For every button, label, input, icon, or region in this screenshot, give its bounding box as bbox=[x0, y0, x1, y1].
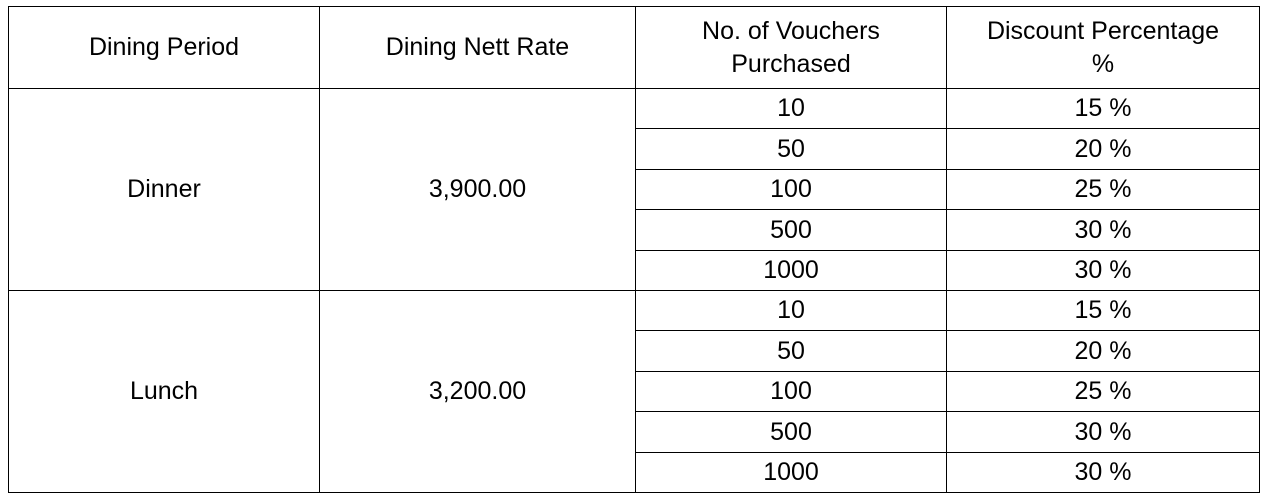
vouchers-cell: 500 bbox=[636, 210, 947, 250]
discount-cell: 30 % bbox=[947, 210, 1260, 250]
vouchers-cell: 10 bbox=[636, 89, 947, 129]
dining-period-cell: Dinner bbox=[9, 89, 320, 291]
discount-cell: 15 % bbox=[947, 89, 1260, 129]
dining-period-cell: Lunch bbox=[9, 290, 320, 492]
header-dining-period-label: Dining Period bbox=[88, 33, 240, 62]
header-dining-nett-rate bbox=[320, 7, 636, 89]
vouchers-cell: 100 bbox=[636, 371, 947, 411]
vouchers-cell: 50 bbox=[636, 129, 947, 169]
voucher-discount-table bbox=[8, 6, 1260, 493]
vouchers-cell: 10 bbox=[636, 290, 947, 330]
discount-cell: 30 % bbox=[947, 250, 1260, 290]
header-discount-line2: % bbox=[1091, 49, 1115, 78]
vouchers-cell: 500 bbox=[636, 412, 947, 452]
discount-cell: 30 % bbox=[947, 452, 1260, 492]
table-row bbox=[9, 290, 1260, 330]
dining-nett-rate-cell: 3,200.00 bbox=[320, 290, 636, 492]
table-row bbox=[9, 89, 1260, 129]
vouchers-cell: 1000 bbox=[636, 250, 947, 290]
vouchers-cell: 100 bbox=[636, 169, 947, 209]
dining-nett-rate-cell: 3,900.00 bbox=[320, 89, 636, 291]
discount-cell: 15 % bbox=[947, 290, 1260, 330]
header-row bbox=[9, 7, 1260, 89]
discount-cell: 20 % bbox=[947, 331, 1260, 371]
header-vouchers-line2: Purchased bbox=[731, 49, 851, 78]
header-discount-percentage bbox=[947, 7, 1260, 89]
header-vouchers-line1: No. of Vouchers bbox=[702, 17, 880, 45]
vouchers-cell: 1000 bbox=[636, 452, 947, 492]
discount-cell: 25 % bbox=[947, 169, 1260, 209]
vouchers-cell: 50 bbox=[636, 331, 947, 371]
discount-cell: 30 % bbox=[947, 412, 1260, 452]
discount-cell: 25 % bbox=[947, 371, 1260, 411]
header-vouchers-purchased bbox=[636, 7, 947, 89]
discount-cell: 20 % bbox=[947, 129, 1260, 169]
header-dining-nett-rate-label: Dining Nett Rate bbox=[385, 33, 570, 62]
header-dining-period bbox=[9, 7, 320, 89]
header-discount-line1: Discount Percentage bbox=[986, 17, 1220, 45]
